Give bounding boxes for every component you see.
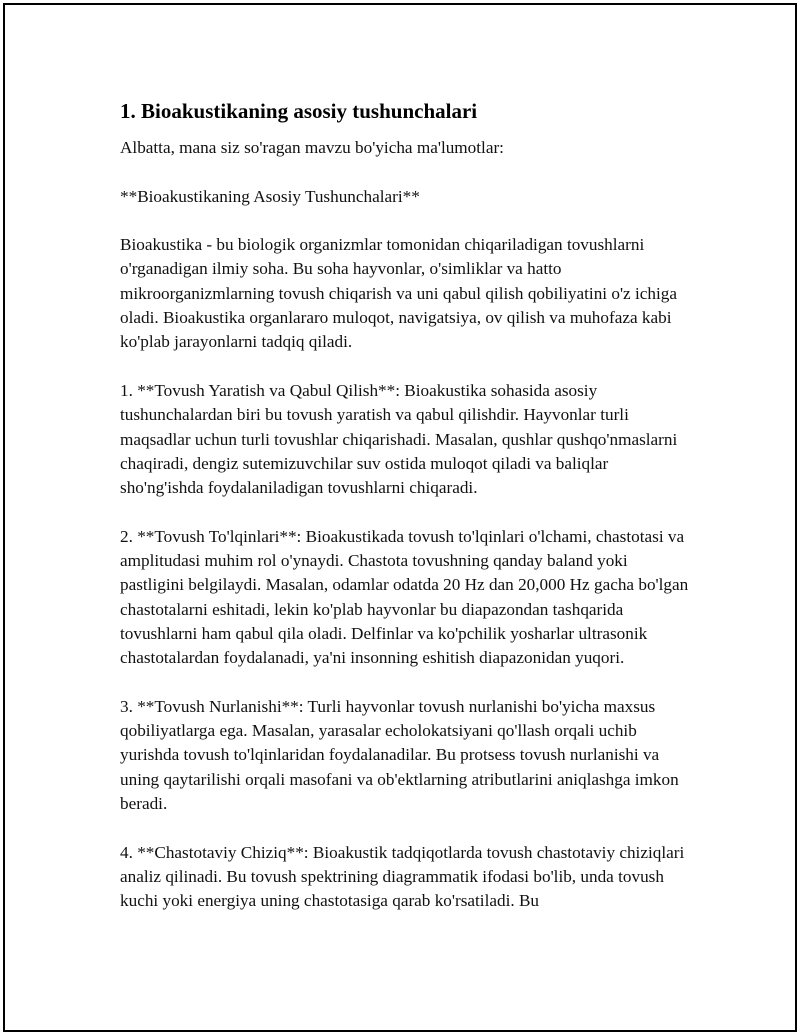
section-subtitle: **Bioakustikaning Asosiy Tushunchalari** [120, 186, 420, 206]
point-2-paragraph: 2. **Tovush To'lqinlari**: Bioakustikada tovush to'lqinlari o'lchami, chastotasi va amplitudasi muhim rol o'ynaydi. Chastota tovushning qanday baland yoki pastligini belgilaydi. Masalan, odamlar odatda 20 Hz dan 20,000 Hz gacha bo'lgan chastotalarni eshitadi, lekin ko'plab hayvonlar bu diapazondan tashqarida tovushlarni ham qabul qila oladi. Delfinlar va ko'pchilik yosharlar ultrasonik chastotalardan foydalanadi, ya'ni insonning eshitish diapazonidan yuqori. [120, 526, 689, 668]
point-3-paragraph: 3. **Tovush Nurlanishi**: Turli hayvonlar tovush nurlanishi bo'yicha maxsus qobiliyatlarga ega. Masalan, yarasalar echolokatsiyani qo'llash orqali uchib yurishda tovush to'lqinlaridan foydalanadilar. Bu protsess tovush nurlanishi va uning qaytarilishi orqali masofani va ob'ektlarning atributlarini aniqlashga imkon beradi. [120, 696, 679, 814]
document-page [3, 3, 797, 1032]
intro-line: Albatta, mana siz so'ragan mavzu bo'yicha ma'lumotlar: [120, 138, 504, 157]
point-4-paragraph: 4. **Chastotaviy Chiziq**: Bioakustik tadqiqotlarda tovush chastotaviy chiziqlari analiz qilinadi. Bu tovush spektrining diagrammatik ifodasi bo'lib, unda tovush kuchi yoki energiya uning chastotasiga qarab ko'rsatiladi. Bu [120, 842, 685, 911]
point-1-paragraph: 1. **Tovush Yaratish va Qabul Qilish**: Bioakustika sohasida asosiy tushunchalardan biri bu tovush yaratish va qabul qilishdir. Hayvonlar turli maqsadlar uchun turli tovushlar chiqarishadi. Masalan, qushlar qushqo'nmaslarni chaqiradi, dengiz sutemizuvchilar suv ostida muloqot qiladi va baliqlar sho'ng'ishda foydalaniladigan tovushlarni chiqaradi. [120, 380, 678, 498]
document-body [120, 97, 695, 938]
section-heading: 1. Bioakustikaning asosiy tushunchalari [120, 99, 478, 123]
definition-paragraph: Bioakustika - bu biologik organizmlar tomonidan chiqariladigan tovushlarni o'rganadigan ilmiy soha. Bu soha hayvonlar, o'simliklar va hatto mikroorganizmlarning tovush chiqarish va uni qabul qilish qobiliyatini o'z ichiga oladi. Bioakustika organlararo muloqot, navigatsiya, ov qilish va muhofaza kabi ko'plab jarayonlarni tadqiq qiladi. [120, 235, 677, 352]
